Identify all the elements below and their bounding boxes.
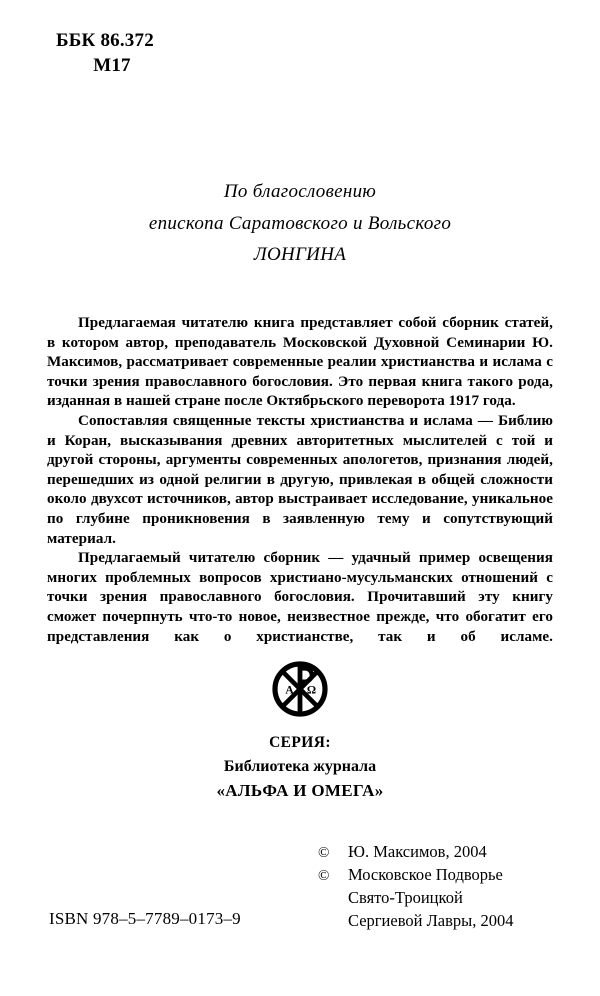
copyright-text: Свято-Троицкой <box>348 888 463 907</box>
classification-block <box>56 28 256 78</box>
copyright-text: Сергиевой Лавры, 2004 <box>348 911 514 930</box>
series-title: «АЛЬФА И ОМЕГА» <box>216 781 384 800</box>
blessing-line-3: ЛОНГИНА <box>253 244 347 265</box>
annotation-text <box>47 314 553 667</box>
series-name: Библиотека журнала <box>223 758 377 775</box>
blessing-line-1: По благословению <box>223 181 377 202</box>
copyright-row <box>318 887 578 910</box>
copyright-row <box>318 841 578 864</box>
copyright-row <box>318 910 578 933</box>
author-mark: М17 <box>93 55 131 76</box>
isbn: ISBN 978–5–7789–0173–9 <box>49 909 241 928</box>
annotation-paragraph-3: Предлагаемый читателю сборник — удачный пример освещения многих проблемных вопросов христиано-мусульманских отношений с точки зрения православного богословия. Прочитавший эту книгу сможет почерпнуть что-то новое, неизвестное прежде, что обогатит его представления как о христианстве, так и об исламе. <box>47 550 553 645</box>
series-label: СЕРИЯ: <box>269 734 331 751</box>
series-block <box>0 731 600 803</box>
blessing-block <box>0 176 600 271</box>
blessing-line-2: епископа Саратовского и Вольского <box>148 212 452 234</box>
bbk-code: ББК 86.372 <box>56 30 154 51</box>
annotation-paragraph-1: Предлагаемая читателю книга представляет собой сборник статей, в котором автор, преподаватель Московской Духовной Семинарии Ю. Максимов, рассматривает современные реалии христианства и ислама с точки зрения православного богословия. Это первая книга такого рода, изданная в нашей стране после Октябрьского переворота 1917 года. <box>47 315 553 410</box>
alpha-glyph: A <box>285 684 294 697</box>
copyright-text: Московское Подворье <box>348 865 503 884</box>
omega-glyph: Ω <box>306 684 317 697</box>
copyright-block <box>318 841 578 933</box>
copyright-icon: © <box>318 845 330 861</box>
chi-rho-icon <box>272 661 328 717</box>
copyright-row <box>318 864 578 887</box>
copyright-text: Ю. Максимов, 2004 <box>348 842 487 861</box>
copyright-icon: © <box>318 868 330 884</box>
annotation-paragraph-2: Сопоставляя священные тексты христианства и ислама — Библию и Коран, высказывания древних авторитетных мыслителей с той и другой стороны, аргументы современных апологетов, признания людей, перешедших из одной религии в другую, привлекая в общей сложности около двухсот источников, автор выстраивает исследование, уникальное по глубине проникновения в заявленную тему и сопутствующий материал. <box>47 412 553 547</box>
